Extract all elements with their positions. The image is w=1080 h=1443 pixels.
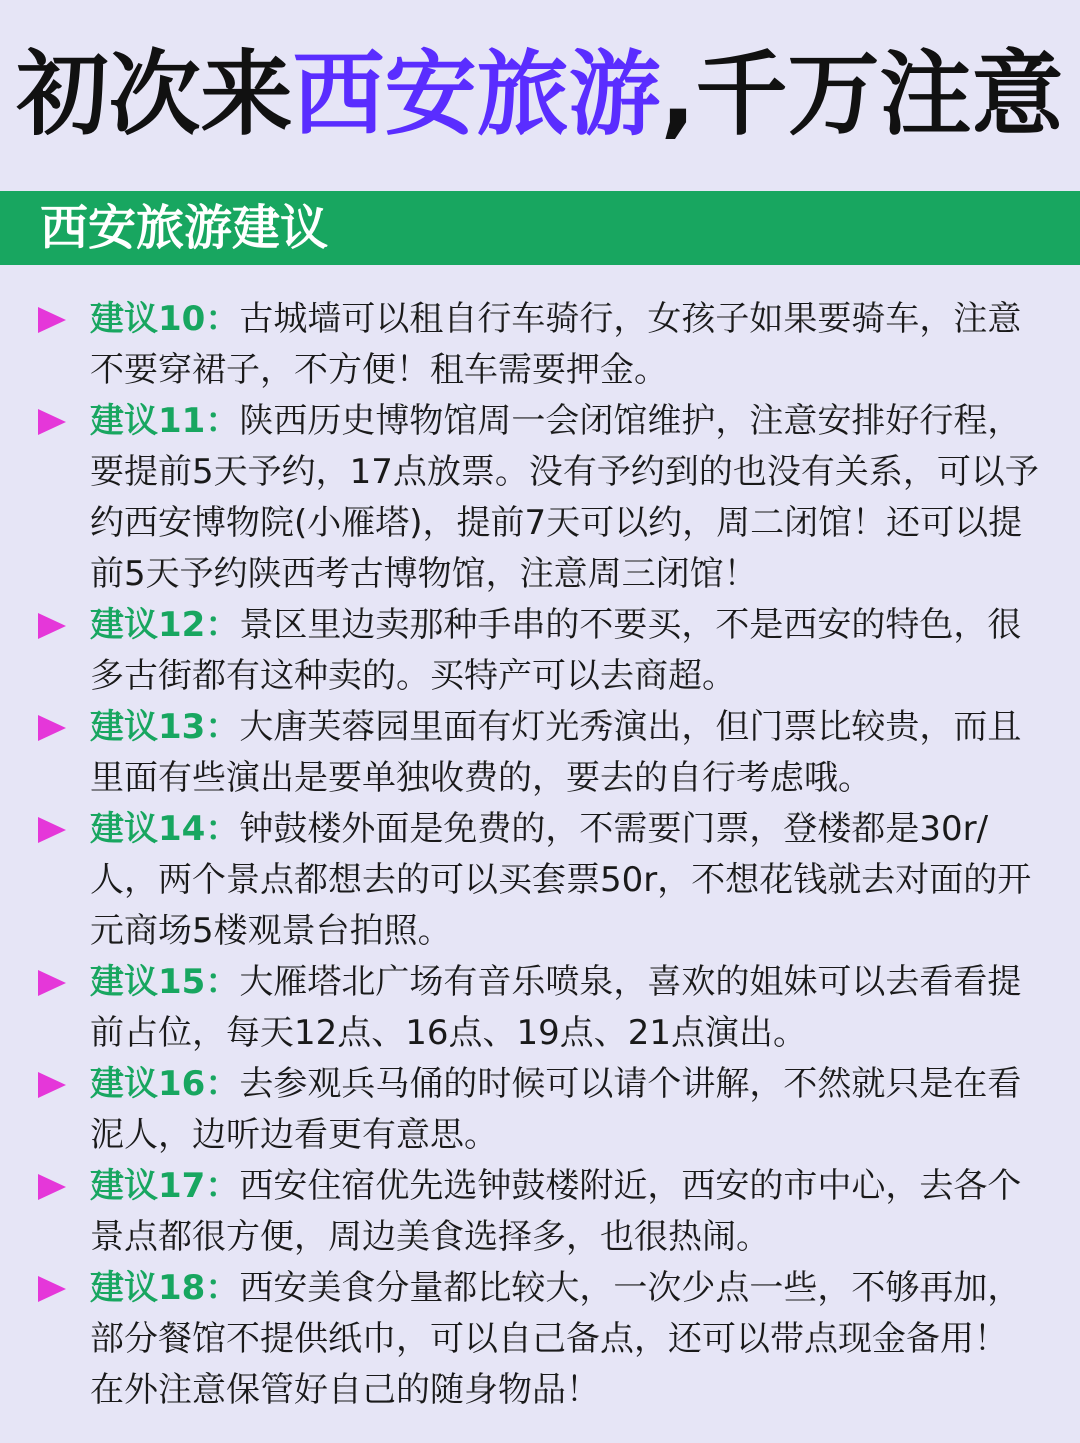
tip-item (0, 294, 1080, 396)
title-part-2: ,千万注意 (660, 41, 1064, 148)
tip-item (0, 1263, 1080, 1416)
arrow-bullet-icon (38, 1174, 66, 1200)
page-title (0, 40, 1080, 150)
arrow-bullet-icon (38, 715, 66, 741)
tip-label: 建议16： (90, 1064, 240, 1104)
tip-text: 陕西历史博物馆周一会闭馆维护，注意安排好行程，要提前5天予约，17点放票。没有予约到的也没有关系，可以予约西安博物院(小雁塔)，提前7天可以约，周二闭馆！还可以提前5天予约陕西考古博物馆，注意周三闭馆！ (90, 401, 1039, 594)
tip-text: 去参观兵马俑的时候可以请个讲解，不然就只是在看泥人，边听边看更有意思。 (90, 1064, 1022, 1155)
arrow-bullet-icon (38, 409, 66, 435)
tip-item (0, 957, 1080, 1059)
tip-item (0, 600, 1080, 702)
tip-label: 建议17： (90, 1166, 240, 1206)
arrow-bullet-icon (38, 817, 66, 843)
tip-item (0, 804, 1080, 957)
tip-label: 建议10： (90, 299, 240, 339)
tip-text: 大唐芙蓉园里面有灯光秀演出，但门票比较贵，而且里面有些演出是要单独收费的，要去的自行考虑哦。 (90, 707, 1022, 798)
tip-text: 大雁塔北广场有音乐喷泉，喜欢的姐妹可以去看看提前占位，每天12点、16点、19点、21点演出。 (90, 962, 1022, 1053)
arrow-bullet-icon (38, 1072, 66, 1098)
arrow-bullet-icon (38, 970, 66, 996)
tip-text: 钟鼓楼外面是免费的，不需要门票，登楼都是30r/人，两个景点都想去的可以买套票50r，不想花钱就去对面的开元商场5楼观景台拍照。 (90, 809, 1032, 951)
tips-list (0, 294, 1080, 1416)
tip-label: 建议11： (90, 401, 240, 441)
arrow-bullet-icon (38, 1276, 66, 1302)
tip-item (0, 396, 1080, 600)
tip-text: 景区里边卖那种手串的不要买，不是西安的特色，很多古街都有这种卖的。买特产可以去商超。 (90, 605, 1022, 696)
tip-label: 建议15： (90, 962, 240, 1002)
tip-label: 建议13： (90, 707, 240, 747)
tip-label: 建议18： (90, 1268, 240, 1308)
arrow-bullet-icon (38, 307, 66, 333)
tip-text: 古城墙可以租自行车骑行，女孩子如果要骑车，注意不要穿裙子，不方便！租车需要押金。 (90, 299, 1022, 390)
tip-label: 建议14： (90, 809, 240, 849)
tip-item (0, 1059, 1080, 1161)
tip-item (0, 1161, 1080, 1263)
tip-label: 建议12： (90, 605, 240, 645)
section-header-bar (0, 191, 1080, 265)
tip-text: 西安住宿优先选钟鼓楼附近，西安的市中心，去各个景点都很方便，周边美食选择多，也很热闹。 (90, 1166, 1022, 1257)
tip-text: 西安美食分量都比较大，一次少点一些，不够再加，部分餐馆不提供纸巾，可以自己备点，还可以带点现金备用！在外注意保管好自己的随身物品！ (90, 1268, 1022, 1410)
tip-item (0, 702, 1080, 804)
title-accent: 西安旅游 (292, 41, 661, 148)
title-part-1: 初次来 (16, 41, 293, 148)
arrow-bullet-icon (38, 613, 66, 639)
section-title: 西安旅游建议 (40, 200, 329, 256)
